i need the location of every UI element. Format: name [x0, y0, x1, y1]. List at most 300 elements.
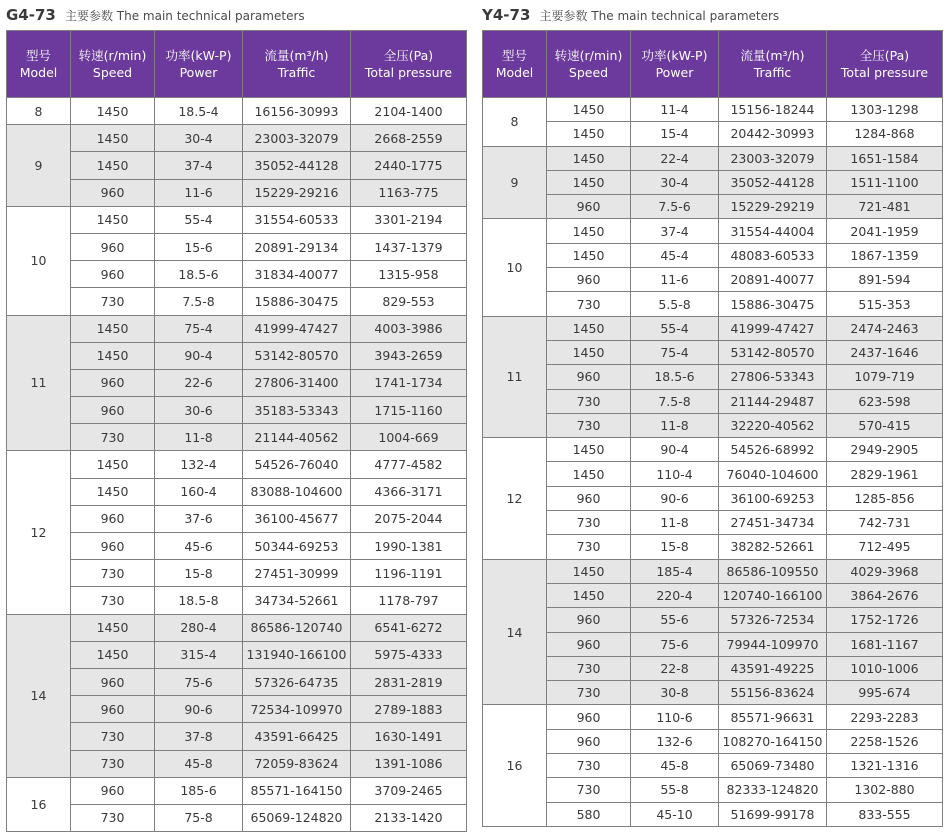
speed-cell: 960	[547, 268, 631, 292]
table-row	[483, 511, 943, 535]
header-row	[483, 31, 943, 98]
speed-cell: 1450	[547, 583, 631, 607]
traffic-cell: 36100-45677	[243, 505, 351, 532]
speed-cell: 960	[71, 505, 155, 532]
header-speed-en: Speed	[92, 65, 133, 80]
header-speed-cn: 转速(r/min)	[554, 48, 623, 63]
speed-cell: 960	[71, 696, 155, 723]
table-row	[483, 535, 943, 559]
power-cell: 185-4	[631, 559, 719, 583]
pressure-cell: 1630-1491	[351, 723, 467, 750]
table-row	[7, 723, 467, 750]
speed-cell: 960	[547, 632, 631, 656]
traffic-cell: 15156-18244	[719, 98, 827, 122]
speed-cell: 1450	[71, 478, 155, 505]
pressure-cell: 4003-3986	[351, 315, 467, 342]
pressure-cell: 1990-1381	[351, 533, 467, 560]
table-row	[7, 641, 467, 668]
speed-cell: 960	[547, 195, 631, 219]
traffic-cell: 43591-49225	[719, 656, 827, 680]
pressure-cell: 1681-1167	[827, 632, 943, 656]
speed-cell: 960	[547, 486, 631, 510]
speed-cell: 730	[547, 535, 631, 559]
pressure-cell: 1752-1726	[827, 608, 943, 632]
table-row	[483, 340, 943, 364]
pressure-cell: 1285-856	[827, 486, 943, 510]
speed-cell: 1450	[71, 641, 155, 668]
table-row	[483, 462, 943, 486]
traffic-cell: 21144-40562	[243, 424, 351, 451]
table-row	[7, 533, 467, 560]
power-cell: 90-4	[155, 342, 243, 369]
speed-cell: 960	[71, 179, 155, 206]
g4-73-table-body	[7, 98, 467, 832]
table-row	[7, 750, 467, 777]
power-cell: 90-6	[631, 486, 719, 510]
g4-73-title	[6, 0, 466, 30]
speed-cell: 730	[547, 778, 631, 802]
power-cell: 18.5-6	[155, 261, 243, 288]
speed-cell: 730	[71, 560, 155, 587]
table-row	[7, 668, 467, 695]
traffic-cell: 35183-53343	[243, 397, 351, 424]
pressure-cell: 1741-1734	[351, 369, 467, 396]
pressure-cell: 1437-1379	[351, 233, 467, 260]
model-cell: 11	[7, 315, 71, 451]
traffic-cell: 31834-40077	[243, 261, 351, 288]
traffic-cell: 48083-60533	[719, 243, 827, 267]
traffic-cell: 85571-164150	[243, 777, 351, 804]
traffic-cell: 54526-68992	[719, 438, 827, 462]
power-cell: 18.5-8	[155, 587, 243, 614]
speed-cell: 1450	[71, 614, 155, 641]
traffic-cell: 131940-166100	[243, 641, 351, 668]
power-cell: 55-6	[631, 608, 719, 632]
power-cell: 185-6	[155, 777, 243, 804]
table-row	[7, 125, 467, 152]
power-cell: 15-8	[155, 560, 243, 587]
table-row	[483, 98, 943, 122]
power-cell: 75-4	[631, 340, 719, 364]
traffic-cell: 15229-29216	[243, 179, 351, 206]
speed-cell: 730	[547, 511, 631, 535]
pressure-cell: 515-353	[827, 292, 943, 316]
traffic-cell: 23003-32079	[719, 146, 827, 170]
speed-cell: 1450	[547, 438, 631, 462]
pressure-cell: 3709-2465	[351, 777, 467, 804]
table-row	[483, 413, 943, 437]
pressure-cell: 2829-1961	[827, 462, 943, 486]
y4-73-parameters-table	[482, 30, 943, 827]
header-pressure	[351, 31, 467, 98]
pressure-cell: 2293-2283	[827, 705, 943, 729]
power-cell: 15-6	[155, 233, 243, 260]
table-row	[483, 754, 943, 778]
traffic-cell: 35052-44128	[719, 170, 827, 194]
pressure-cell: 1511-1100	[827, 170, 943, 194]
traffic-cell: 83088-104600	[243, 478, 351, 505]
traffic-cell: 82333-124820	[719, 778, 827, 802]
model-cell: 9	[7, 125, 71, 207]
header-model-cn: 型号	[501, 48, 527, 63]
model-cell: 14	[483, 559, 547, 705]
table-row	[7, 315, 467, 342]
table-row	[7, 369, 467, 396]
table-row	[7, 424, 467, 451]
table-row	[483, 486, 943, 510]
speed-cell: 1450	[71, 125, 155, 152]
table-row	[7, 152, 467, 179]
header-pressure-en: Total pressure	[364, 65, 453, 80]
pressure-cell: 2789-1883	[351, 696, 467, 723]
speed-cell: 730	[547, 413, 631, 437]
pressure-cell: 1302-880	[827, 778, 943, 802]
pressure-cell: 1004-669	[351, 424, 467, 451]
pressure-cell: 833-555	[827, 802, 943, 826]
header-speed	[71, 31, 155, 98]
power-cell: 75-6	[631, 632, 719, 656]
power-cell: 220-4	[631, 583, 719, 607]
traffic-cell: 120740-166100	[719, 583, 827, 607]
traffic-cell: 41999-47427	[719, 316, 827, 340]
traffic-cell: 85571-96631	[719, 705, 827, 729]
pressure-cell: 829-553	[351, 288, 467, 315]
g4-73-subtitle: 主要参数 The main technical parameters	[64, 9, 305, 23]
pressure-cell: 6541-6272	[351, 614, 467, 641]
header-traffic-cn: 流量(m³/h)	[740, 48, 805, 63]
power-cell: 15-4	[631, 122, 719, 146]
power-cell: 11-4	[631, 98, 719, 122]
traffic-cell: 31554-60533	[243, 206, 351, 233]
power-cell: 22-8	[631, 656, 719, 680]
speed-cell: 1450	[547, 340, 631, 364]
pressure-cell: 3864-2676	[827, 583, 943, 607]
traffic-cell: 65069-124820	[243, 804, 351, 831]
model-cell: 16	[483, 705, 547, 826]
speed-cell: 1450	[547, 316, 631, 340]
traffic-cell: 53142-80570	[243, 342, 351, 369]
table-row	[7, 451, 467, 478]
power-cell: 30-4	[155, 125, 243, 152]
traffic-cell: 15229-29219	[719, 195, 827, 219]
speed-cell: 1450	[71, 152, 155, 179]
header-traffic-en: Traffic	[753, 65, 792, 80]
traffic-cell: 50344-69253	[243, 533, 351, 560]
speed-cell: 1450	[547, 219, 631, 243]
header-power-cn: 功率(kW-P)	[165, 48, 232, 63]
speed-cell: 730	[547, 292, 631, 316]
header-model-cn: 型号	[25, 48, 51, 63]
header-model	[7, 31, 71, 98]
power-cell: 30-8	[631, 681, 719, 705]
pressure-cell: 2474-2463	[827, 316, 943, 340]
traffic-cell: 41999-47427	[243, 315, 351, 342]
table-row	[7, 98, 467, 125]
header-power-en: Power	[655, 65, 694, 80]
traffic-cell: 31554-44004	[719, 219, 827, 243]
table-row	[7, 261, 467, 288]
pressure-cell: 3943-2659	[351, 342, 467, 369]
pressure-cell: 2437-1646	[827, 340, 943, 364]
power-cell: 11-8	[631, 413, 719, 437]
table-row	[7, 179, 467, 206]
model-cell: 8	[7, 98, 71, 125]
table-row	[483, 292, 943, 316]
table-row	[483, 219, 943, 243]
table-row	[483, 438, 943, 462]
pressure-cell: 891-594	[827, 268, 943, 292]
power-cell: 22-4	[631, 146, 719, 170]
traffic-cell: 38282-52661	[719, 535, 827, 559]
model-cell: 9	[483, 146, 547, 219]
speed-cell: 1450	[547, 559, 631, 583]
power-cell: 11-6	[631, 268, 719, 292]
power-cell: 45-8	[155, 750, 243, 777]
power-cell: 37-4	[155, 152, 243, 179]
table-row	[483, 705, 943, 729]
traffic-cell: 21144-29487	[719, 389, 827, 413]
pressure-cell: 712-495	[827, 535, 943, 559]
pressure-cell: 1196-1191	[351, 560, 467, 587]
power-cell: 55-8	[631, 778, 719, 802]
power-cell: 132-4	[155, 451, 243, 478]
power-cell: 37-8	[155, 723, 243, 750]
table-row	[483, 170, 943, 194]
speed-cell: 730	[71, 587, 155, 614]
header-traffic	[719, 31, 827, 98]
power-cell: 30-6	[155, 397, 243, 424]
table-row	[483, 268, 943, 292]
header-model	[483, 31, 547, 98]
power-cell: 11-6	[155, 179, 243, 206]
speed-cell: 580	[547, 802, 631, 826]
g4-73-code: G4-73	[6, 6, 56, 24]
power-cell: 90-6	[155, 696, 243, 723]
speed-cell: 960	[71, 777, 155, 804]
traffic-cell: 86586-120740	[243, 614, 351, 641]
pressure-cell: 721-481	[827, 195, 943, 219]
y4-73-code: Y4-73	[482, 6, 531, 24]
traffic-cell: 36100-69253	[719, 486, 827, 510]
header-speed-cn: 转速(r/min)	[78, 48, 147, 63]
traffic-cell: 72059-83624	[243, 750, 351, 777]
header-power-en: Power	[179, 65, 218, 80]
pressure-cell: 2668-2559	[351, 125, 467, 152]
speed-cell: 960	[547, 729, 631, 753]
power-cell: 160-4	[155, 478, 243, 505]
header-power-cn: 功率(kW-P)	[641, 48, 708, 63]
table-row	[483, 389, 943, 413]
speed-cell: 960	[71, 397, 155, 424]
header-power	[155, 31, 243, 98]
table-row	[7, 397, 467, 424]
table-row	[7, 233, 467, 260]
speed-cell: 730	[547, 754, 631, 778]
pressure-cell: 1867-1359	[827, 243, 943, 267]
power-cell: 75-8	[155, 804, 243, 831]
y4-73-panel	[482, 0, 942, 827]
g4-73-panel	[6, 0, 466, 832]
traffic-cell: 34734-52661	[243, 587, 351, 614]
pressure-cell: 2133-1420	[351, 804, 467, 831]
power-cell: 75-4	[155, 315, 243, 342]
table-row	[7, 560, 467, 587]
speed-cell: 1450	[547, 122, 631, 146]
header-traffic	[243, 31, 351, 98]
model-cell: 12	[483, 438, 547, 559]
traffic-cell: 15886-30475	[243, 288, 351, 315]
power-cell: 315-4	[155, 641, 243, 668]
power-cell: 45-8	[631, 754, 719, 778]
traffic-cell: 27806-53343	[719, 365, 827, 389]
traffic-cell: 23003-32079	[243, 125, 351, 152]
model-cell: 11	[483, 316, 547, 437]
traffic-cell: 76040-104600	[719, 462, 827, 486]
power-cell: 15-8	[631, 535, 719, 559]
power-cell: 7.5-8	[631, 389, 719, 413]
speed-cell: 1450	[547, 462, 631, 486]
model-cell: 16	[7, 777, 71, 831]
speed-cell: 960	[71, 668, 155, 695]
pressure-cell: 995-674	[827, 681, 943, 705]
power-cell: 75-6	[155, 668, 243, 695]
pressure-cell: 1010-1006	[827, 656, 943, 680]
traffic-cell: 43591-66425	[243, 723, 351, 750]
speed-cell: 730	[71, 750, 155, 777]
traffic-cell: 54526-76040	[243, 451, 351, 478]
table-row	[483, 316, 943, 340]
power-cell: 30-4	[631, 170, 719, 194]
table-row	[7, 614, 467, 641]
pressure-cell: 742-731	[827, 511, 943, 535]
pressure-cell: 1651-1584	[827, 146, 943, 170]
power-cell: 7.5-6	[631, 195, 719, 219]
power-cell: 132-6	[631, 729, 719, 753]
speed-cell: 960	[547, 608, 631, 632]
pressure-cell: 1284-868	[827, 122, 943, 146]
power-cell: 55-4	[631, 316, 719, 340]
table-row	[7, 587, 467, 614]
y4-73-table-body	[483, 98, 943, 827]
traffic-cell: 20891-40077	[719, 268, 827, 292]
traffic-cell: 57326-64735	[243, 668, 351, 695]
traffic-cell: 32220-40562	[719, 413, 827, 437]
traffic-cell: 27451-34734	[719, 511, 827, 535]
header-row	[7, 31, 467, 98]
header-pressure-cn: 全压(Pa)	[383, 48, 434, 63]
pressure-cell: 1163-775	[351, 179, 467, 206]
model-cell: 10	[483, 219, 547, 316]
traffic-cell: 72534-109970	[243, 696, 351, 723]
traffic-cell: 57326-72534	[719, 608, 827, 632]
header-traffic-cn: 流量(m³/h)	[264, 48, 329, 63]
table-row	[483, 195, 943, 219]
pressure-cell: 570-415	[827, 413, 943, 437]
speed-cell: 1450	[547, 243, 631, 267]
power-cell: 55-4	[155, 206, 243, 233]
power-cell: 280-4	[155, 614, 243, 641]
table-row	[7, 777, 467, 804]
table-row	[483, 243, 943, 267]
speed-cell: 1450	[71, 98, 155, 125]
pressure-cell: 1321-1316	[827, 754, 943, 778]
power-cell: 45-6	[155, 533, 243, 560]
table-row	[483, 583, 943, 607]
model-cell: 8	[483, 98, 547, 147]
table-row	[483, 656, 943, 680]
g4-73-parameters-table	[6, 30, 467, 832]
y4-73-title	[482, 0, 942, 30]
power-cell: 7.5-8	[155, 288, 243, 315]
speed-cell: 960	[71, 261, 155, 288]
table-row	[483, 608, 943, 632]
speed-cell: 1450	[71, 206, 155, 233]
power-cell: 45-4	[631, 243, 719, 267]
traffic-cell: 108270-164150	[719, 729, 827, 753]
pressure-cell: 1079-719	[827, 365, 943, 389]
speed-cell: 960	[71, 369, 155, 396]
speed-cell: 730	[547, 389, 631, 413]
traffic-cell: 79944-109970	[719, 632, 827, 656]
power-cell: 110-6	[631, 705, 719, 729]
table-row	[483, 729, 943, 753]
table-row	[483, 632, 943, 656]
pressure-cell: 623-598	[827, 389, 943, 413]
pressure-cell: 3301-2194	[351, 206, 467, 233]
table-row	[483, 802, 943, 826]
speed-cell: 730	[71, 723, 155, 750]
table-row	[483, 146, 943, 170]
header-speed-en: Speed	[568, 65, 609, 80]
table-row	[7, 696, 467, 723]
speed-cell: 1450	[71, 315, 155, 342]
speed-cell: 1450	[547, 146, 631, 170]
traffic-cell: 27451-30999	[243, 560, 351, 587]
pressure-cell: 2258-1526	[827, 729, 943, 753]
traffic-cell: 86586-109550	[719, 559, 827, 583]
traffic-cell: 35052-44128	[243, 152, 351, 179]
power-cell: 11-8	[631, 511, 719, 535]
header-pressure-en: Total pressure	[840, 65, 929, 80]
power-cell: 90-4	[631, 438, 719, 462]
traffic-cell: 53142-80570	[719, 340, 827, 364]
table-row	[483, 559, 943, 583]
speed-cell: 1450	[71, 342, 155, 369]
traffic-cell: 20891-29134	[243, 233, 351, 260]
speed-cell: 1450	[71, 451, 155, 478]
pressure-cell: 2104-1400	[351, 98, 467, 125]
table-row	[7, 288, 467, 315]
pressure-cell: 1715-1160	[351, 397, 467, 424]
pressure-cell: 1178-797	[351, 587, 467, 614]
table-row	[483, 365, 943, 389]
speed-cell: 730	[71, 424, 155, 451]
pressure-cell: 5975-4333	[351, 641, 467, 668]
header-traffic-en: Traffic	[277, 65, 316, 80]
header-power	[631, 31, 719, 98]
table-row	[7, 505, 467, 532]
traffic-cell: 27806-31400	[243, 369, 351, 396]
speed-cell: 730	[547, 681, 631, 705]
pressure-cell: 4777-4582	[351, 451, 467, 478]
traffic-cell: 65069-73480	[719, 754, 827, 778]
table-row	[7, 804, 467, 831]
y4-73-subtitle: 主要参数 The main technical parameters	[539, 9, 780, 23]
power-cell: 5.5-8	[631, 292, 719, 316]
pressure-cell: 2949-2905	[827, 438, 943, 462]
pressure-cell: 1315-958	[351, 261, 467, 288]
pressure-cell: 4366-3171	[351, 478, 467, 505]
